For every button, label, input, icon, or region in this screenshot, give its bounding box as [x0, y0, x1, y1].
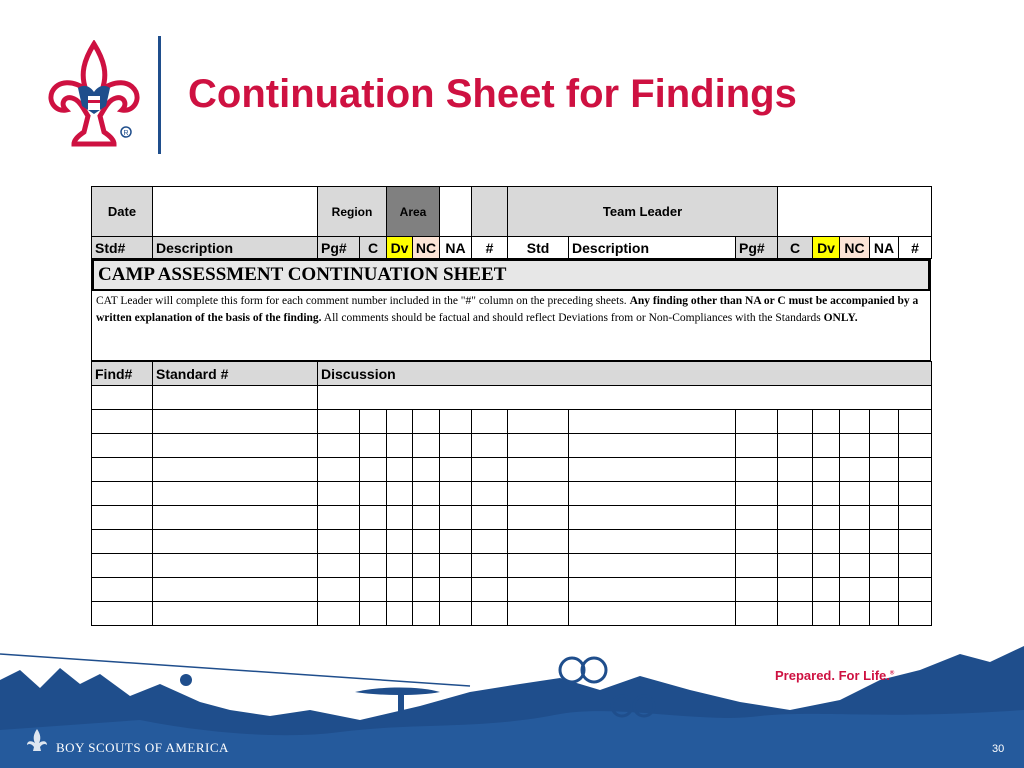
tagline [775, 668, 894, 683]
col-na-2: NA [870, 237, 899, 259]
table-row [92, 554, 932, 578]
instructions-part-2: Any finding other than NA or C must be accompanied by a written explanation of the basis of the finding. [96, 295, 919, 324]
hash-header-blank [472, 187, 508, 237]
table-row [92, 482, 932, 506]
table-row [92, 530, 932, 554]
col-c-2: C [778, 237, 813, 259]
table-row [92, 506, 932, 530]
col-description-2: Description [569, 237, 736, 259]
findings-col-standard: Standard # [153, 362, 318, 386]
title-divider [158, 36, 161, 154]
date-field[interactable] [153, 187, 318, 237]
team-leader-label: Team Leader [508, 187, 778, 237]
col-description: Description [153, 237, 318, 259]
col-nc: NC [413, 237, 440, 259]
col-dv: Dv [387, 237, 413, 259]
col-nc-2: NC [840, 237, 870, 259]
col-na: NA [440, 237, 472, 259]
page-number: 30 [992, 743, 1005, 755]
col-dv-2: Dv [813, 237, 840, 259]
sheet-banner: CAMP ASSESSMENT CONTINUATION SHEET [92, 259, 930, 291]
header-table [91, 186, 932, 259]
area-field[interactable] [440, 187, 472, 237]
findings-table [91, 361, 932, 626]
table-row [92, 410, 932, 434]
instructions-part-1: CAT Leader will complete this form for each comment number included in the "#" column on the preceding sheets. [96, 295, 630, 307]
instructions-text [92, 291, 930, 361]
instructions-part-3: All comments should be factual and should reflect Deviations from or Non-Compliances with the Standards [321, 312, 824, 324]
sheet-banner-block [91, 259, 931, 361]
findings-col-find: Find# [92, 362, 153, 386]
col-c: C [360, 237, 387, 259]
col-std-num: Std# [92, 237, 153, 259]
standard-cell[interactable] [153, 386, 318, 410]
continuation-sheet-form [91, 186, 931, 623]
table-row [92, 578, 932, 602]
instructions-part-4: ONLY. [823, 312, 858, 324]
col-hash-2: # [899, 237, 932, 259]
bsa-fleur-de-lis-logo [44, 40, 144, 150]
date-label: Date [92, 187, 153, 237]
table-row [92, 434, 932, 458]
table-row [92, 602, 932, 626]
col-pg-2: Pg# [736, 237, 778, 259]
discussion-cell[interactable] [318, 386, 932, 410]
slide-title: Continuation Sheet for Findings [188, 72, 797, 116]
findings-col-discussion: Discussion [318, 362, 932, 386]
bsa-small-logo-icon [24, 727, 50, 753]
team-leader-field[interactable] [778, 187, 932, 237]
region-label: Region [318, 187, 387, 237]
table-row [92, 458, 932, 482]
organization-name: BOY SCOUTS OF AMERICA [56, 740, 229, 755]
svg-text:R: R [123, 130, 129, 137]
col-std: Std [508, 237, 569, 259]
col-hash: # [472, 237, 508, 259]
col-pg: Pg# [318, 237, 360, 259]
find-cell[interactable] [92, 386, 153, 410]
tagline-text: Prepared. For Life. [775, 668, 890, 683]
area-label: Area [387, 187, 440, 237]
tagline-registered-mark: ® [889, 670, 895, 677]
